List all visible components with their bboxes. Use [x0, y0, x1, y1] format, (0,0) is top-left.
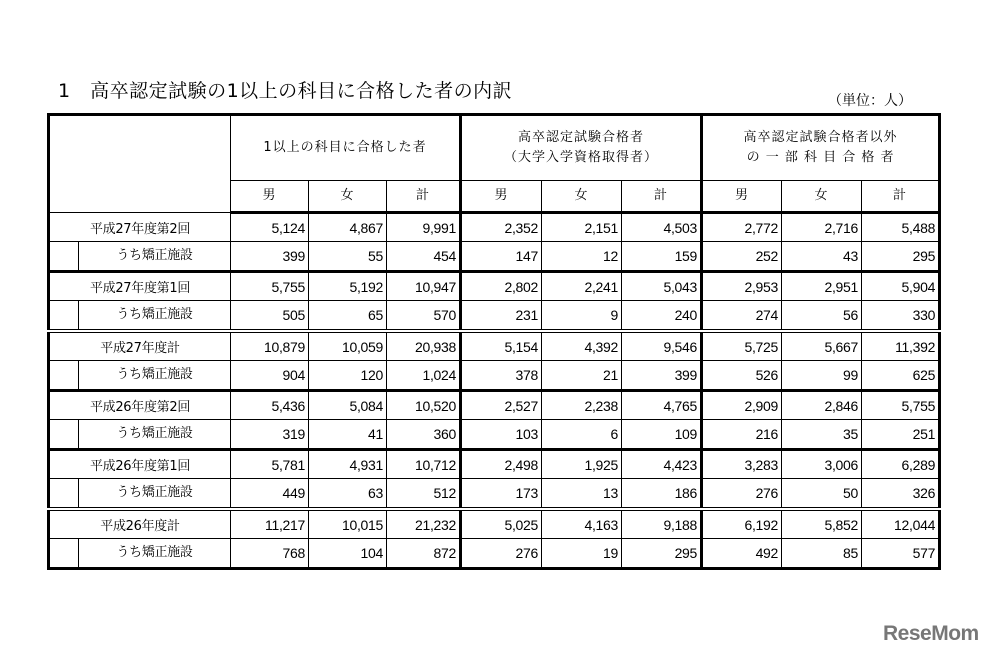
table-row [49, 213, 940, 242]
table-cell: 2,802 [461, 272, 542, 301]
table-cell: 240 [622, 301, 702, 332]
group-header-line1: 高卒認定試験合格者以外 [743, 130, 898, 145]
table-cell: 4,931 [309, 450, 387, 479]
table-cell: 904 [231, 361, 309, 391]
table-cell: 216 [702, 420, 782, 450]
group-header-line1: 高卒認定試験合格者 [518, 130, 645, 145]
table-cell: 9,546 [622, 331, 702, 361]
table-cell: 5,781 [231, 450, 309, 479]
table-cell: 20,938 [387, 331, 461, 361]
table-cell: 6,289 [862, 450, 940, 479]
table-cell: 360 [387, 420, 461, 450]
table-cell: 55 [309, 242, 387, 272]
column-header: 男 [702, 181, 782, 213]
table-cell: 65 [309, 301, 387, 332]
column-header: 男 [461, 181, 542, 213]
table-cell: 2,716 [782, 213, 862, 242]
table-cell: 295 [622, 539, 702, 569]
group-header-line2: の 一 部 科 目 合 格 者 [746, 150, 895, 165]
table-cell: 50 [782, 479, 862, 510]
table-cell: 13 [542, 479, 622, 510]
table-row [49, 479, 940, 510]
table-cell: 5,025 [461, 509, 542, 539]
table-cell: 326 [862, 479, 940, 510]
table-cell: 5,154 [461, 331, 542, 361]
table-cell: 512 [387, 479, 461, 510]
data-table [47, 113, 941, 570]
table-cell: 577 [862, 539, 940, 569]
table-cell: 10,059 [309, 331, 387, 361]
row-label: 平成26年度計 [49, 509, 231, 539]
group-header-any-subject: 1以上の科目に合格した者 [231, 115, 461, 181]
table-cell: 173 [461, 479, 542, 510]
table-row [49, 391, 940, 420]
table-row [49, 450, 940, 479]
table-cell: 231 [461, 301, 542, 332]
table-cell: 872 [387, 539, 461, 569]
table-cell: 6,192 [702, 509, 782, 539]
table-cell: 4,765 [622, 391, 702, 420]
table-row [49, 361, 940, 391]
table-cell: 2,772 [702, 213, 782, 242]
table-cell: 186 [622, 479, 702, 510]
table-cell: 2,352 [461, 213, 542, 242]
table-cell: 1,024 [387, 361, 461, 391]
row-label-sub [49, 361, 231, 391]
table-cell: 85 [782, 539, 862, 569]
resemom-logo: ReseMom [883, 622, 979, 645]
table-cell: 454 [387, 242, 461, 272]
table-cell: 5,124 [231, 213, 309, 242]
table-cell: 5,488 [862, 213, 940, 242]
column-header: 女 [782, 181, 862, 213]
table-cell: 63 [309, 479, 387, 510]
table-row [49, 242, 940, 272]
table-cell: 2,151 [542, 213, 622, 242]
group-header-partial-pass [702, 115, 940, 181]
column-header: 計 [622, 181, 702, 213]
table-cell: 570 [387, 301, 461, 332]
table-cell: 768 [231, 539, 309, 569]
table-row [49, 509, 940, 539]
column-header: 計 [387, 181, 461, 213]
row-label-sub [49, 242, 231, 272]
table-cell: 9,991 [387, 213, 461, 242]
table-cell: 10,015 [309, 509, 387, 539]
table-cell: 43 [782, 242, 862, 272]
table-cell: 99 [782, 361, 862, 391]
unit-label: （単位：人） [828, 93, 912, 109]
table-cell: 2,527 [461, 391, 542, 420]
table-cell: 109 [622, 420, 702, 450]
table-cell: 625 [862, 361, 940, 391]
column-header: 女 [309, 181, 387, 213]
table-cell: 56 [782, 301, 862, 332]
page-title: 1 高卒認定試験の1以上の科目に合格した者の内訳 [58, 80, 513, 102]
table-row [49, 331, 940, 361]
table-cell: 19 [542, 539, 622, 569]
row-label-text: うち矯正施設 [78, 420, 230, 448]
table-cell: 5,904 [862, 272, 940, 301]
table-cell: 526 [702, 361, 782, 391]
row-label-sub [49, 301, 231, 332]
group-header-full-pass [461, 115, 702, 181]
row-label: 平成27年度第2回 [49, 213, 231, 242]
row-label-text: うち矯正施設 [78, 539, 230, 567]
table-cell: 159 [622, 242, 702, 272]
table-cell: 1,925 [542, 450, 622, 479]
table-cell: 12,044 [862, 509, 940, 539]
table-cell: 9,188 [622, 509, 702, 539]
row-label-sub [49, 479, 231, 510]
table-cell: 295 [862, 242, 940, 272]
row-label: 平成26年度第1回 [49, 450, 231, 479]
table-cell: 505 [231, 301, 309, 332]
table-cell: 6 [542, 420, 622, 450]
table-cell: 5,436 [231, 391, 309, 420]
row-label: 平成27年度第1回 [49, 272, 231, 301]
column-header: 男 [231, 181, 309, 213]
table-cell: 2,241 [542, 272, 622, 301]
table-cell: 4,392 [542, 331, 622, 361]
table-cell: 378 [461, 361, 542, 391]
table-cell: 5,667 [782, 331, 862, 361]
table-cell: 276 [461, 539, 542, 569]
row-label-text: うち矯正施設 [78, 479, 230, 507]
table-cell: 11,217 [231, 509, 309, 539]
table-cell: 12 [542, 242, 622, 272]
row-label-text: うち矯正施設 [78, 361, 230, 389]
table-cell: 21 [542, 361, 622, 391]
table-row [49, 539, 940, 569]
table-cell: 399 [622, 361, 702, 391]
table-cell: 5,852 [782, 509, 862, 539]
table-cell: 252 [702, 242, 782, 272]
table-row [49, 301, 940, 332]
table-cell: 3,006 [782, 450, 862, 479]
table-cell: 10,712 [387, 450, 461, 479]
group-header-line2: （大学入学資格取得者） [504, 150, 659, 165]
table-cell: 5,755 [231, 272, 309, 301]
row-label: 平成26年度第2回 [49, 391, 231, 420]
table-cell: 2,951 [782, 272, 862, 301]
table-cell: 120 [309, 361, 387, 391]
row-label-sub [49, 539, 231, 569]
table-cell: 449 [231, 479, 309, 510]
table-cell: 4,423 [622, 450, 702, 479]
table-cell: 147 [461, 242, 542, 272]
table-cell: 21,232 [387, 509, 461, 539]
table-cell: 5,755 [862, 391, 940, 420]
table-cell: 274 [702, 301, 782, 332]
table-cell: 251 [862, 420, 940, 450]
row-label-sub [49, 420, 231, 450]
table-row [49, 420, 940, 450]
column-header: 女 [542, 181, 622, 213]
table-cell: 3,283 [702, 450, 782, 479]
table-cell: 9 [542, 301, 622, 332]
row-label: 平成27年度計 [49, 331, 231, 361]
corner-cell [49, 115, 231, 213]
table-cell: 5,725 [702, 331, 782, 361]
table-cell: 2,238 [542, 391, 622, 420]
table-cell: 330 [862, 301, 940, 332]
table-cell: 5,192 [309, 272, 387, 301]
table-cell: 4,503 [622, 213, 702, 242]
table-cell: 104 [309, 539, 387, 569]
table-cell: 11,392 [862, 331, 940, 361]
table-cell: 5,043 [622, 272, 702, 301]
table-cell: 41 [309, 420, 387, 450]
column-header: 計 [862, 181, 940, 213]
table-cell: 276 [702, 479, 782, 510]
table-cell: 2,953 [702, 272, 782, 301]
table-cell: 10,879 [231, 331, 309, 361]
table-cell: 2,846 [782, 391, 862, 420]
row-label-text: うち矯正施設 [78, 242, 230, 270]
table-cell: 399 [231, 242, 309, 272]
row-label-text: うち矯正施設 [78, 301, 230, 329]
table-cell: 103 [461, 420, 542, 450]
table-cell: 10,520 [387, 391, 461, 420]
table-cell: 2,909 [702, 391, 782, 420]
table-cell: 492 [702, 539, 782, 569]
table-cell: 2,498 [461, 450, 542, 479]
table-row [49, 272, 940, 301]
table-cell: 4,867 [309, 213, 387, 242]
table-cell: 35 [782, 420, 862, 450]
table-cell: 319 [231, 420, 309, 450]
table-cell: 4,163 [542, 509, 622, 539]
table-cell: 10,947 [387, 272, 461, 301]
table-cell: 5,084 [309, 391, 387, 420]
